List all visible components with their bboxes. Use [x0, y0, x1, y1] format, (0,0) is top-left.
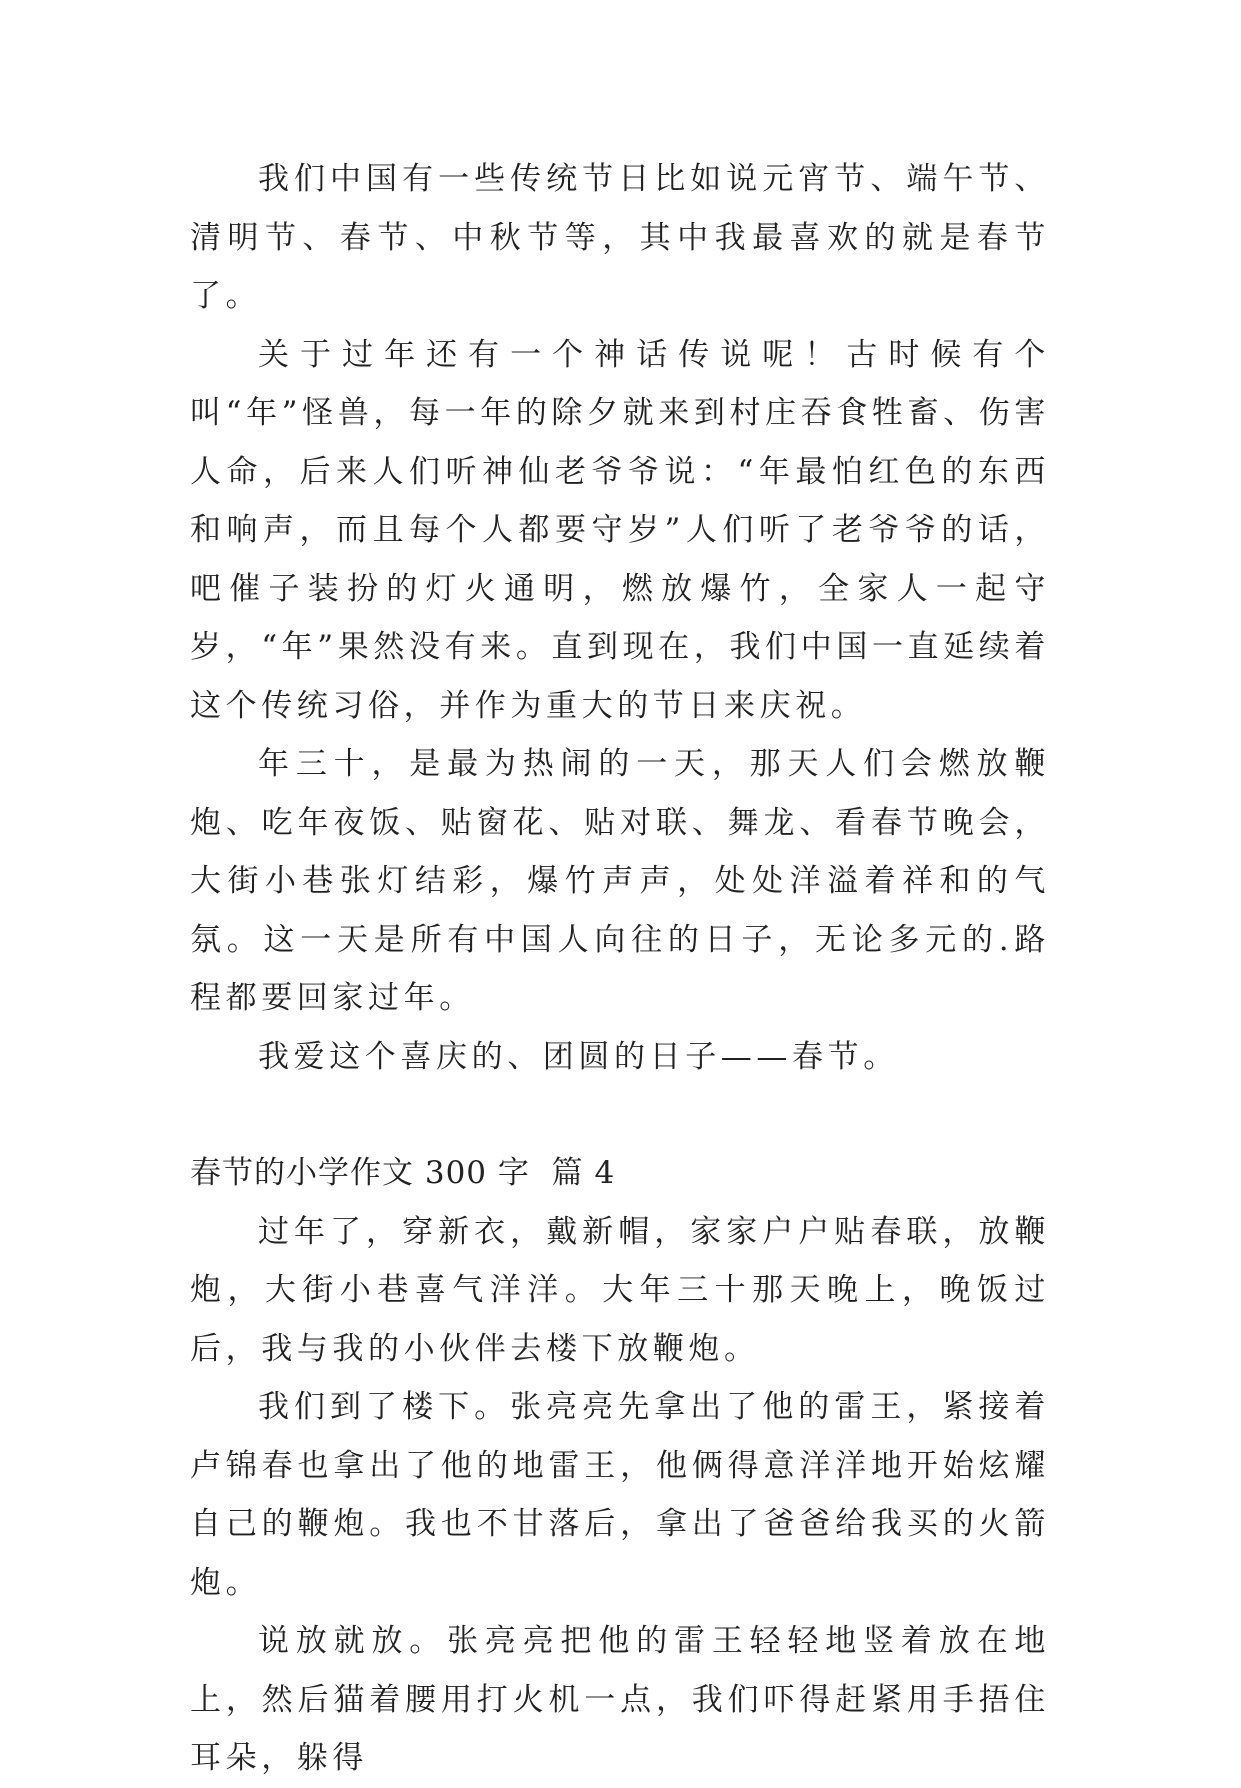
paragraph-new-years-eve: 年三十，是最为热闹的一天，那天人们会燃放鞭炮、吃年夜饭、贴窗花、贴对联、舞龙、看春节晚会，大街小巷张灯结彩，爆竹声声，处处洋溢着祥和的气氛。这一天是所有中国人向往的日子，无论多元的.路程都要回家过年。	[190, 746, 1050, 1016]
paragraph-firecrackers-intro: 过年了，穿新衣，戴新帽，家家户户贴春联，放鞭炮，大街小巷喜气洋洋。大年三十那天晚上，晚饭过后，我与我的小伙伴去楼下放鞭炮。	[190, 1213, 1050, 1367]
paragraph-favorite-festival: 我们中国有一些传统节日比如说元宵节、端午节、清明节、春节、中秋节等，其中我最喜欢的就是春节了。	[190, 161, 1050, 314]
paragraph-lighting: 说放就放。张亮亮把他的雷王轻轻地竖着放在地上，然后猫着腰用打火机一点，我们吓得赶紧用手捂住耳朵，躲得	[190, 1623, 1050, 1776]
document-body	[190, 150, 1050, 1788]
section-heading: 春节的小学作文 300 字 篇 4	[190, 1155, 616, 1191]
paragraph-downstairs: 我们到了楼下。张亮亮先拿出了他的雷王，紧接着卢锦春也拿出了他的地雷王，他俩得意洋洋地开始炫耀自己的鞭炮。我也不甘落后，拿出了爸爸给我买的火箭炮。	[190, 1389, 1050, 1601]
paragraph-nian-legend: 关于过年还有一个神话传说呢！古时候有个叫“年”怪兽，每一年的除夕就来到村庄吞食牲畜、伤害人命，后来人们听神仙老爷爷说：“年最怕红色的东西和响声，而且每个人都要守岁”人们听了老爷爷的话，吧催子装扮的灯火通明，燃放爆竹，全家人一起守岁，“年”果然没有来。直到现在，我们中国一直延续着这个传统习俗，并作为重大的节日来庆祝。	[190, 336, 1050, 724]
paragraph-love-spring-festival: 我爱这个喜庆的、团圆的日子——春节。	[258, 1038, 899, 1075]
